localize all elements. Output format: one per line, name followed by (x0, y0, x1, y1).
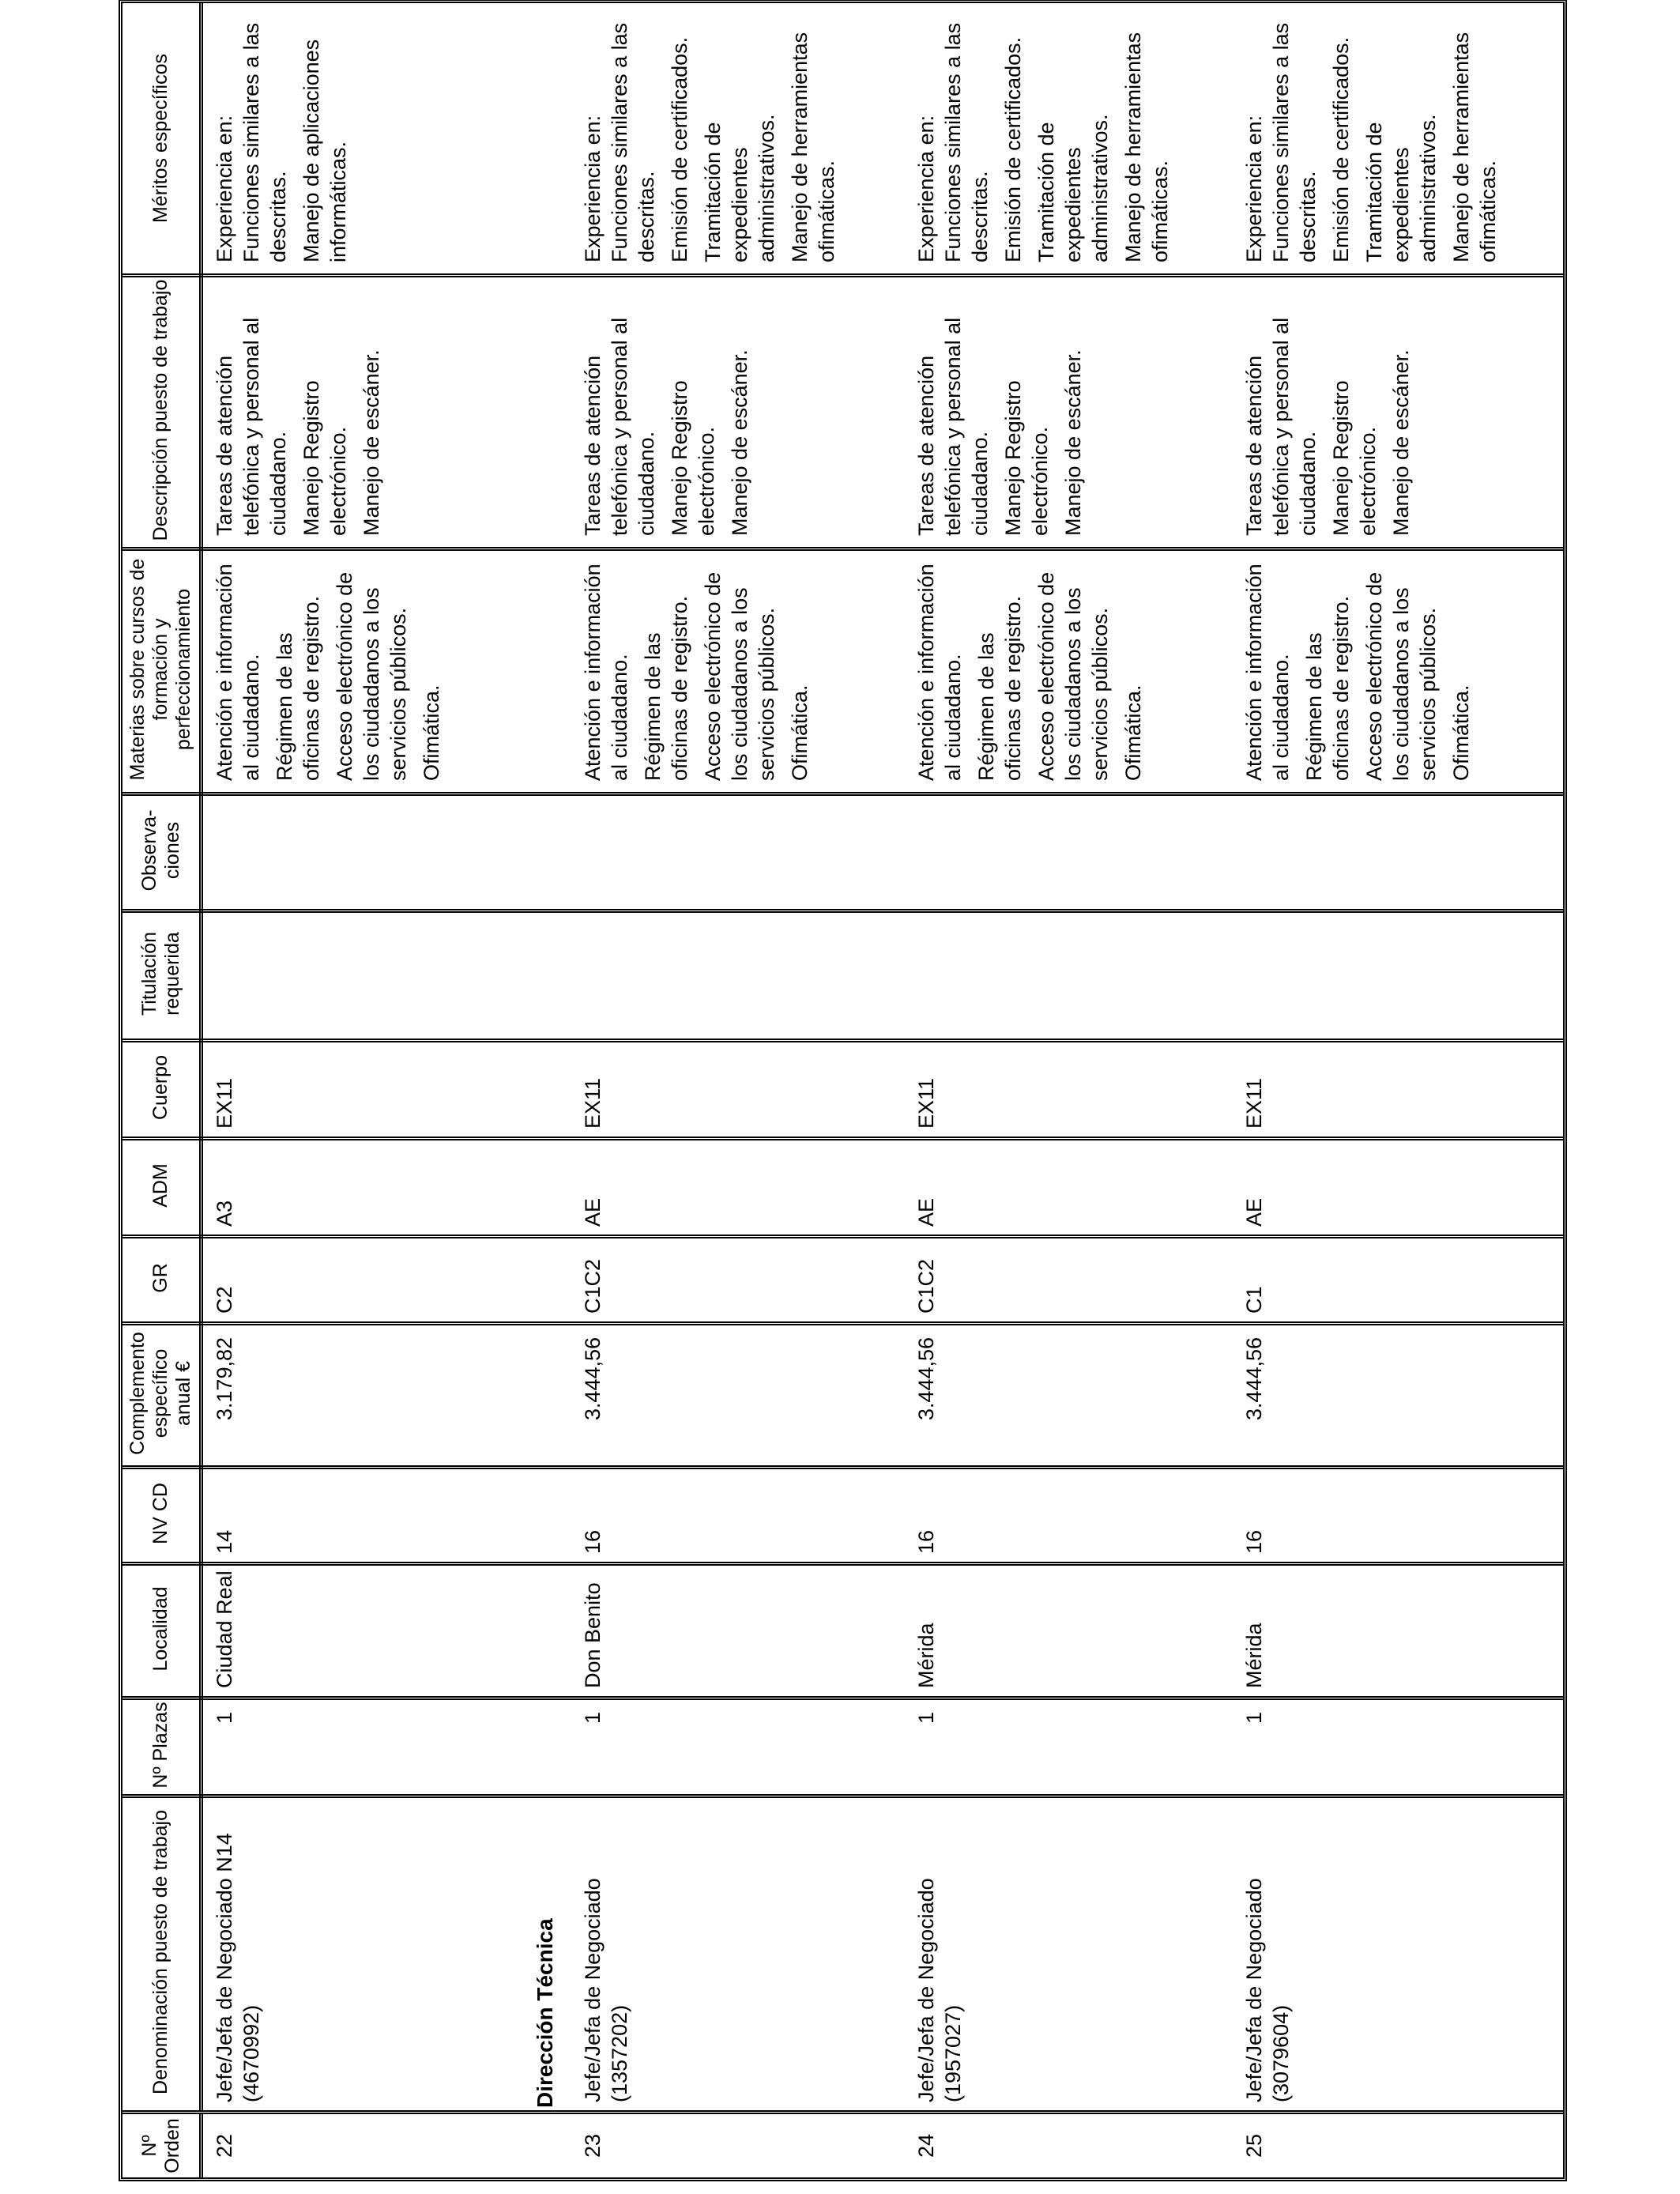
row-24-adm: AE (914, 1197, 938, 1227)
descripcion-item: Tareas de atención telefónica y personal al ciudadano. (581, 317, 658, 536)
materias-item: Acceso electrónico de los ciudadanos a los servicios públicos. (701, 571, 778, 781)
col-meritos-header: Méritos específicos (122, 3, 203, 273)
descripcion-item: Manejo de escáner. (1061, 349, 1085, 536)
materias-item: Atención e información al ciudadano. (213, 564, 263, 781)
materias-item: Régimen de las oficinas de registro. (1302, 595, 1353, 781)
col-orden (122, 2114, 1563, 2177)
row-22-materias (211, 547, 451, 792)
col-complemento (122, 1321, 1563, 1469)
col-adm-header: ADM (122, 1137, 203, 1235)
row-23-plazas: 1 (581, 1712, 605, 1725)
materias-item: Régimen de las oficinas de registro. (273, 595, 323, 781)
meritos-item: Manejo de herramientas ofimáticas. (788, 32, 838, 262)
row-24-denominacion: Jefe/Jefa de Negociado (1957027) (914, 1878, 965, 2102)
row-23-meritos (579, 3, 846, 273)
col-orden-header: Nº Orden (122, 2114, 203, 2177)
col-descripcion (122, 273, 1563, 551)
col-meritos (122, 3, 1563, 277)
row-25-orden: 25 (1242, 2133, 1266, 2158)
materias-item: Atención e información al ciudadano. (581, 564, 631, 781)
positions-table (119, 0, 1567, 2181)
meritos-item: Experiencia en: Funciones similares a las descritas. (1242, 22, 1320, 262)
row-23-denominacion: Jefe/Jefa de Negociado (1357202) (581, 1878, 631, 2102)
row-25-cuerpo: EX11 (1242, 1077, 1266, 1129)
row-22-nvcd: 14 (213, 1529, 236, 1554)
materias-item: Ofimática. (788, 684, 812, 781)
row-25-plazas: 1 (1242, 1712, 1266, 1725)
col-cuerpo (122, 1039, 1563, 1140)
descripcion-item: Manejo Registro electrónico. (668, 380, 718, 536)
materias-item: Acceso electrónico de los ciudadanos a los servicios públicos. (1034, 571, 1112, 781)
descripcion-item: Manejo Registro electrónico. (1329, 380, 1380, 536)
col-materias (122, 547, 1563, 796)
row-23-descripcion (579, 273, 759, 547)
row-24-nvcd: 16 (914, 1529, 938, 1554)
col-plazas (122, 1696, 1563, 1798)
meritos-item: Experiencia en: Funciones similares a las descritas. (914, 22, 992, 262)
meritos-item: Emisión de certificados. (668, 36, 691, 262)
col-titulacion (122, 909, 1563, 1042)
materias-item: Ofimática. (1449, 684, 1473, 781)
row-23-adm: AE (581, 1197, 605, 1227)
row-25-descripcion (1241, 273, 1421, 547)
materias-item: Atención e información al ciudadano. (914, 564, 965, 781)
row-22-plazas: 1 (213, 1712, 236, 1725)
materias-item: Régimen de las oficinas de registro. (641, 595, 691, 781)
descripcion-item: Manejo Registro electrónico. (1001, 380, 1052, 536)
row-24-meritos (913, 3, 1180, 273)
row-25-nvcd: 16 (1242, 1529, 1266, 1554)
materias-item: Ofimática. (420, 684, 443, 781)
meritos-item: Manejo de herramientas ofimáticas. (1121, 32, 1172, 262)
row-23-materias (579, 547, 819, 792)
col-nvcd-header: NV CD (122, 1465, 203, 1562)
meritos-item: Tramitación de expedientes administrativos. (1034, 114, 1112, 262)
col-denominacion (122, 1794, 1563, 2114)
materias-item: Atención e información al ciudadano. (1242, 564, 1293, 781)
row-24-complemento: 3.444,56 (914, 1337, 938, 1421)
row-23-cuerpo: EX11 (581, 1077, 605, 1129)
meritos-item: Tramitación de expedientes administrativos. (701, 114, 778, 262)
col-localidad-header: Localidad (122, 1562, 203, 1696)
row-22-gr: C2 (213, 1286, 236, 1314)
row-22-localidad: Ciudad Real (213, 1570, 236, 1688)
materias-item: Acceso electrónico de los ciudadanos a los servicios públicos. (1362, 571, 1440, 781)
col-observaciones (122, 792, 1563, 913)
meritos-item: Experiencia en: Funciones similares a las descritas. (213, 22, 290, 262)
row-22-complemento: 3.179,82 (213, 1337, 236, 1421)
row-25-meritos (1241, 3, 1508, 273)
col-materias-header: Materias sobre cursos de formación y perfeccionamiento (122, 547, 203, 792)
col-gr-header: GR (122, 1235, 203, 1321)
col-complemento-header: Complemento específico anual € (122, 1321, 203, 1465)
row-22-cuerpo: EX11 (213, 1077, 236, 1129)
col-descripcion-header: Descripción puesto de trabajo (122, 273, 203, 547)
meritos-item: Manejo de herramientas ofimáticas. (1449, 32, 1500, 262)
row-25-adm: AE (1242, 1197, 1266, 1227)
col-adm (122, 1137, 1563, 1238)
row-22-adm: A3 (213, 1200, 236, 1227)
col-nvcd (122, 1465, 1563, 1566)
row-24-descripcion (913, 273, 1093, 547)
descripcion-item: Tareas de atención telefónica y personal al ciudadano. (1242, 317, 1320, 536)
row-24-gr: C1C2 (914, 1258, 938, 1314)
col-plazas-header: Nº Plazas (122, 1696, 203, 1794)
materias-item: Acceso electrónico de los ciudadanos a los servicios públicos. (333, 571, 410, 781)
meritos-item: Emisión de certificados. (1329, 36, 1353, 262)
materias-item: Ofimática. (1121, 684, 1145, 781)
descripcion-item: Tareas de atención telefónica y personal al ciudadano. (213, 317, 290, 536)
row-24-localidad: Mérida (914, 1623, 938, 1688)
row-24-orden: 24 (914, 2133, 938, 2158)
col-gr (122, 1235, 1563, 1325)
meritos-item: Manejo de aplicaciones informáticas. (299, 39, 350, 262)
row-23-gr: C1C2 (581, 1258, 605, 1314)
row-25-materias (1241, 547, 1481, 792)
row-25-complemento: 3.444,56 (1242, 1337, 1266, 1421)
col-titulacion-header: Titulación requerida (122, 909, 203, 1039)
meritos-item: Emisión de certificados. (1001, 36, 1025, 262)
col-cuerpo-header: Cuerpo (122, 1039, 203, 1137)
meritos-item: Experiencia en: Funciones similares a las descritas. (581, 22, 658, 262)
row-24-materias (913, 547, 1153, 792)
row-25-localidad: Mérida (1242, 1623, 1266, 1688)
descripcion-item: Tareas de atención telefónica y personal al ciudadano. (914, 317, 992, 536)
descripcion-item: Manejo Registro electrónico. (299, 380, 350, 536)
materias-item: Régimen de las oficinas de registro. (974, 595, 1025, 781)
row-22-orden: 22 (213, 2133, 236, 2158)
col-localidad (122, 1562, 1563, 1700)
row-25-denominacion: Jefe/Jefa de Negociado (3079604) (1242, 1878, 1293, 2102)
row-22-descripcion (211, 273, 391, 547)
descripcion-item: Manejo de escáner. (728, 349, 751, 536)
row-25-gr: C1 (1242, 1286, 1266, 1314)
row-23-complemento: 3.444,56 (581, 1337, 605, 1421)
row-24-cuerpo: EX11 (914, 1077, 938, 1129)
row-24-plazas: 1 (914, 1712, 938, 1725)
col-denominacion-header: Denominación puesto de trabajo (122, 1794, 203, 2110)
row-23-nvcd: 16 (581, 1529, 605, 1554)
meritos-item: Tramitación de expedientes administrativos. (1362, 114, 1440, 262)
descripcion-item: Manejo de escáner. (360, 349, 383, 536)
row-22-meritos (211, 3, 358, 273)
section-title: Dirección Técnica (533, 1918, 557, 2108)
row-23-localidad: Don Benito (581, 1582, 605, 1688)
row-23-orden: 23 (581, 2133, 605, 2158)
row-22-denominacion: Jefe/Jefa de Negociado N14 (4670992) (213, 1833, 263, 2102)
descripcion-item: Manejo de escáner. (1389, 349, 1413, 536)
col-observaciones-header: Observa- ciones (122, 792, 203, 909)
